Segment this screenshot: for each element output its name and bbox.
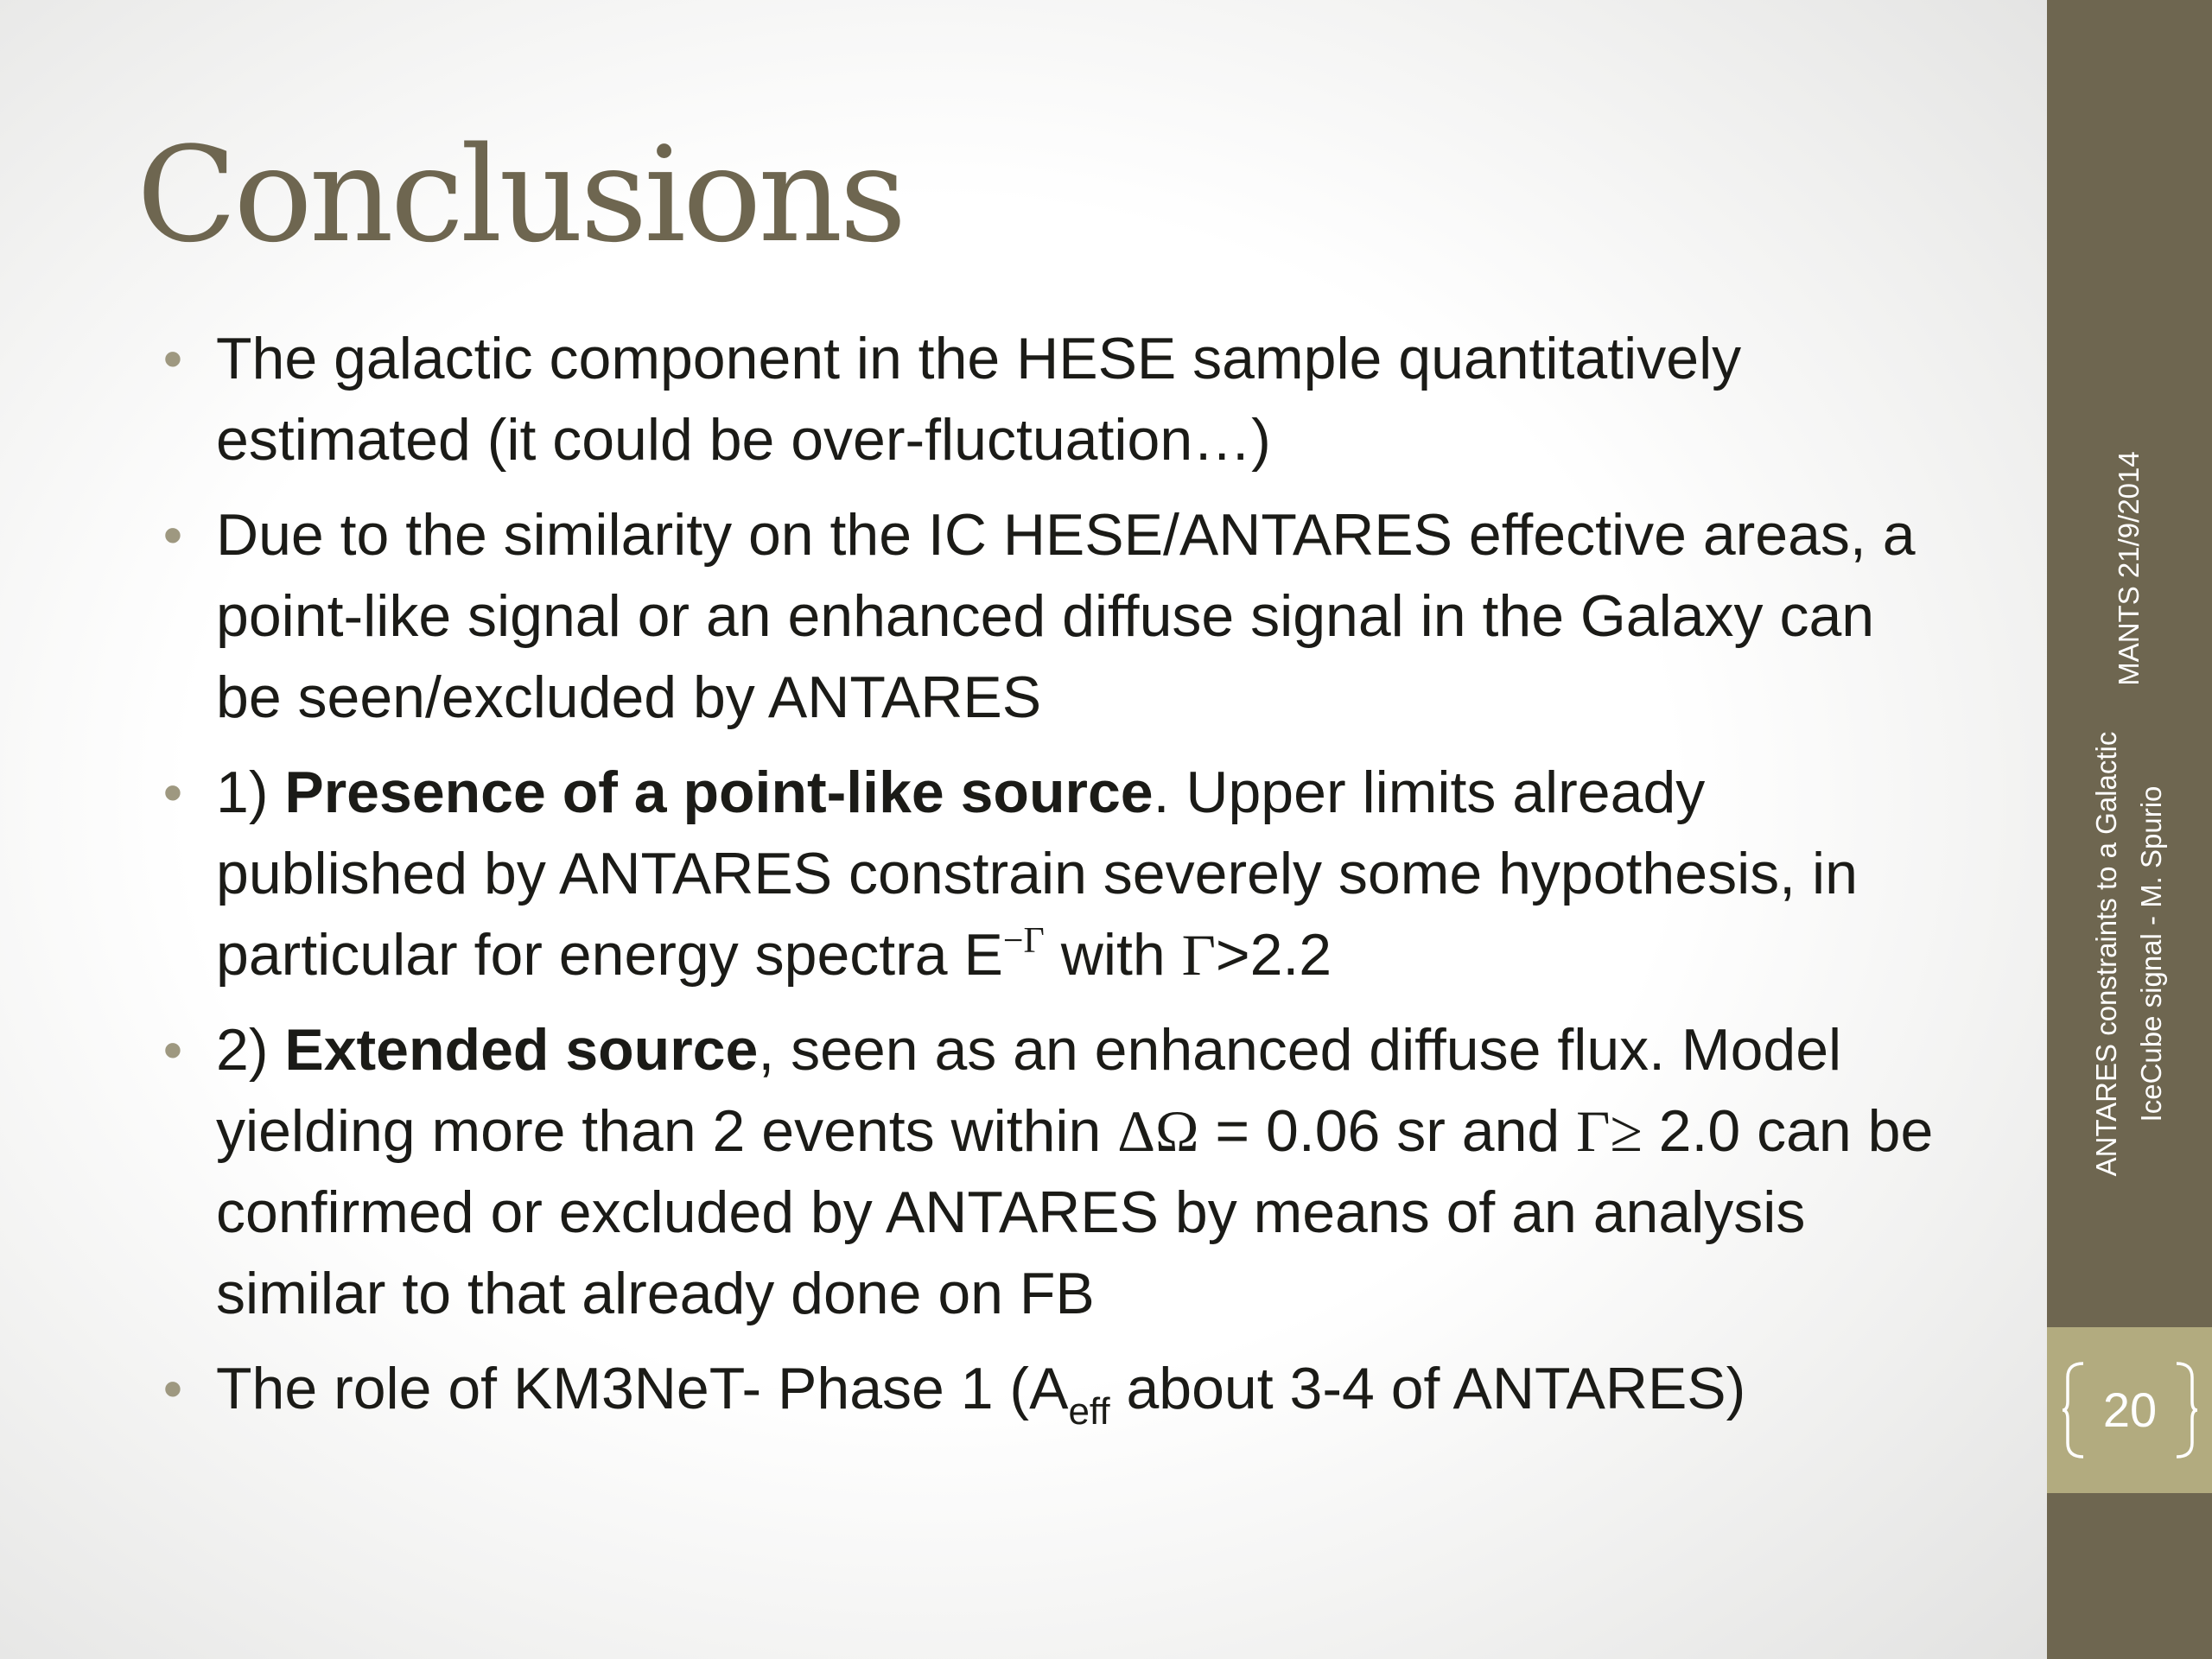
page-number-box: [2063, 1360, 2197, 1460]
page-number-band: [2047, 1327, 2212, 1493]
bullet-text: 2.0 can be confirmed or excluded by ANTARES by means of an analysis similar to that already done on FB: [216, 1098, 1934, 1326]
bullet-dot-icon: •: [162, 327, 183, 390]
sidebar: [2047, 0, 2212, 1659]
bullet-text: >2.2: [1215, 922, 1332, 988]
bullet-bold-heading: Presence of a point-like source: [284, 760, 1154, 825]
delta-omega-symbol: ΔΩ: [1117, 1098, 1199, 1164]
bullet-text: about 3-4 of ANTARES): [1109, 1356, 1746, 1421]
bullet-item: [161, 1009, 1941, 1334]
bullet-text: The galactic component in the HESE sample quantitatively estimated (it could be over-fluctuation…): [216, 326, 1742, 473]
bullet-bold-heading: Extended source: [284, 1017, 759, 1083]
aeff-subscript: eff: [1068, 1390, 1110, 1433]
bullet-text: , seen as an enhanced diffuse flux. Model yielding more than 2 events within: [216, 1017, 1842, 1164]
bullet-prefix: 1): [216, 760, 285, 825]
bullet-dot-icon: •: [162, 761, 183, 823]
slide-title: Conclusions: [137, 118, 904, 271]
bullet-text: The role of KM3NeT- Phase 1 (A: [216, 1356, 1069, 1421]
bullet-dot-icon: •: [162, 504, 183, 566]
bullet-item: [161, 494, 1941, 738]
bullet-dot-icon: •: [162, 1357, 183, 1420]
gamma-geq-symbol: Γ≥: [1576, 1098, 1643, 1164]
bullet-dot-icon: •: [162, 1019, 183, 1081]
bullet-text: Due to the similarity on the IC HESE/ANTARES effective areas, a point-like signal or an enhanced diffuse signal in the Galaxy can be seen/excluded by ANTARES: [216, 502, 1916, 730]
footer-caption-line: IceCube signal - M. Spurio: [2135, 785, 2167, 1122]
bullet-item: [161, 1348, 1941, 1433]
footer-caption-line: ANTARES constraints to a Galactic: [2090, 731, 2122, 1177]
bullet-text: = 0.06 sr and: [1198, 1098, 1577, 1164]
bullet-prefix: 2): [216, 1017, 285, 1083]
bullet-list: [161, 318, 1941, 1443]
gamma-symbol: Γ: [1181, 922, 1216, 988]
bullet-text: with: [1044, 922, 1182, 988]
footer-date: MANTS 21/9/2014: [2113, 451, 2145, 686]
bullet-item: [161, 318, 1941, 480]
spectral-exponent: −Γ: [1002, 921, 1045, 961]
bullet-item: [161, 752, 1941, 995]
bullet-text: . Upper limits already published by ANTARES constrain severely some hypothesis, in particular for energy spectra E: [216, 760, 1858, 988]
page-number: 20: [2102, 1382, 2158, 1437]
footer-caption: [2084, 435, 2174, 1472]
